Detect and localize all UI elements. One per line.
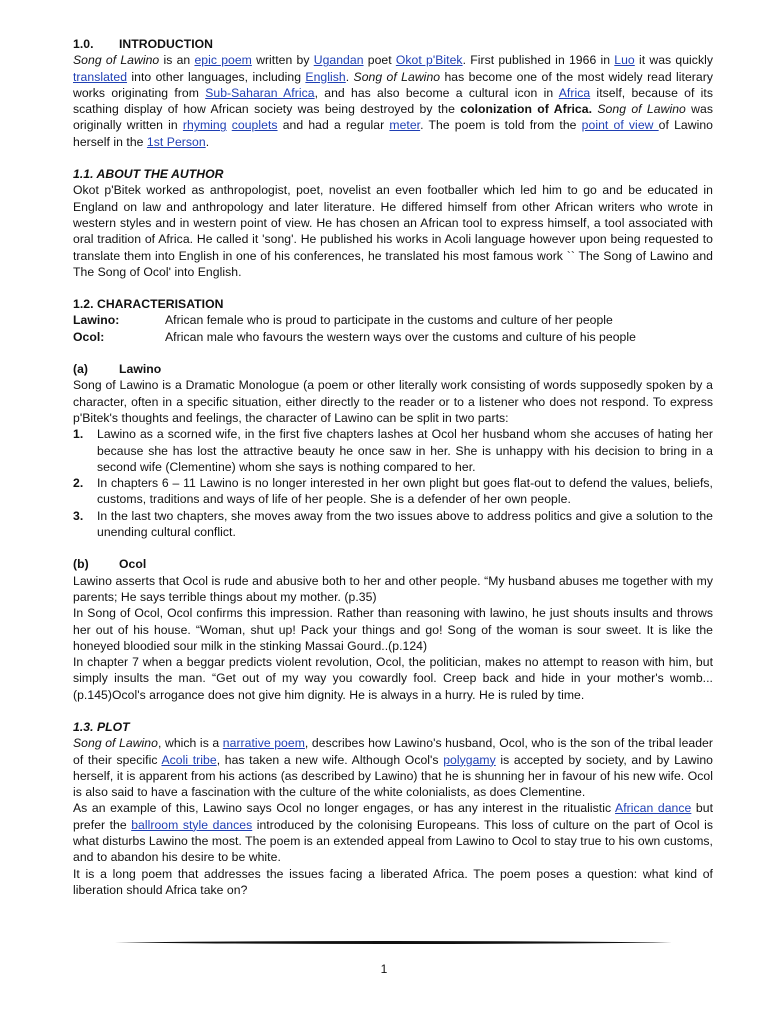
intro-heading bbox=[73, 36, 713, 52]
character-name: Lawino: bbox=[73, 313, 120, 328]
inline-link[interactable]: Ugandan bbox=[313, 53, 364, 68]
inline-link[interactable]: point of view bbox=[581, 118, 659, 133]
text-run: is accepted by society, and by Lawino herself, it is apparent from his actions (as described by Lawino) that he is shunning her in favour of his new wife. Ocol is also said to have a fascination with the culture of the white colonialists, as does Clementine. bbox=[73, 752, 713, 800]
footer-divider bbox=[115, 940, 672, 945]
page-number: 1 bbox=[380, 962, 388, 976]
list-item-text: In chapters 6 – 11 Lawino is no longer interested in her own plight but goes flat-out to defend the values, beliefs, customs, traditions and ways of life of her people. She is a defender of her own people. bbox=[97, 476, 713, 507]
text-run: and had a regular bbox=[277, 118, 390, 133]
lawino-parts-list bbox=[73, 426, 713, 540]
inline-link[interactable]: 1st Person bbox=[146, 134, 206, 149]
italic-text: Song of Lawino bbox=[353, 69, 441, 84]
text-run: of Lawino herself in the bbox=[73, 118, 713, 149]
text-run: . First published in 1966 in bbox=[462, 53, 615, 68]
text-run: poet bbox=[363, 53, 396, 68]
text-run: , and has also become a cultural icon in bbox=[314, 85, 559, 100]
plot-paragraph bbox=[73, 735, 713, 800]
document-page bbox=[73, 36, 713, 898]
character-description: African female who is proud to participate in the customs and culture of her people bbox=[165, 313, 613, 328]
text-run: . bbox=[205, 134, 210, 149]
text-run: but prefer the bbox=[73, 801, 714, 832]
italic-text: Song of Lawino bbox=[73, 736, 158, 751]
inline-link[interactable]: epic poem bbox=[194, 53, 252, 68]
text-run: introduced by the colonising Europeans. This loss of culture on the part of Ocol is what disturbs Lawino the most. The poem is an extended appeal from Lawino to Ocol to stay true to his own customs, and to abandon his desire to be white. bbox=[73, 817, 713, 865]
list-item-text: Lawino as a scorned wife, in the first five chapters lashes at Ocol her husband whom she accuses of hating her because she has lost the attractive beauty he once saw in her. She is unhappy with his decision to bring in a second wife (Clementine) whom she says is nothing compared to her. bbox=[97, 427, 713, 474]
bold-text: colonization of Africa. bbox=[460, 102, 593, 117]
text-run: . The poem is told from the bbox=[420, 118, 582, 133]
text-run: written by bbox=[251, 53, 314, 68]
author-paragraph: Okot p'Bitek worked as anthropologist, poet, novelist an even footballer which led him to go and be educated in England on law and anthropology and later literature. He differed himself from other African writers who wrote in western styles and in western point of view. He has chosen an African tool to express himself, a tool associated with oral tradition of Africa. He called it 'song'. He published his works in Acoli language however upon being requested to translate them into English in one of his conferences, he translated his most famous work `` The Song of Lawino and The Song of Ocol' into English. bbox=[73, 183, 713, 279]
text-run: into other languages, including bbox=[127, 69, 306, 84]
ocol-subheading bbox=[73, 556, 713, 572]
list-item bbox=[73, 426, 713, 475]
text-run: it was quickly bbox=[634, 53, 713, 68]
inline-link[interactable]: African dance bbox=[615, 801, 692, 816]
list-item-number: 3. bbox=[73, 508, 84, 523]
inline-link[interactable]: meter bbox=[389, 118, 421, 133]
character-row-lawino bbox=[73, 312, 713, 328]
ocol-subheading-title: Ocol bbox=[119, 557, 147, 572]
text-run: As an example of this, Lawino says Ocol no longer engages, or has any interest in the ritualistic bbox=[73, 801, 616, 816]
character-description: African male who favours the western ways over the customs and culture of his people bbox=[165, 329, 636, 344]
lawino-intro-paragraph: Song of Lawino is a Dramatic Monologue (a poem or other literally work consisting of words supposedly spoken by a character, often in a specific situation, either directly to the reader or to a listener who does not respond. To express p'Bitek's thoughts and feelings, the character of Lawino can be split in two parts: bbox=[73, 378, 713, 425]
inline-link[interactable]: polygamy bbox=[443, 752, 496, 767]
list-item-text: In the last two chapters, she moves away from the two issues above to address politics and give a solution to the unending cultural conflict. bbox=[97, 508, 713, 540]
inline-link[interactable]: Africa bbox=[558, 85, 591, 100]
characterisation-heading: 1.2. CHARACTERISATION bbox=[73, 297, 224, 312]
inline-link[interactable]: ballroom style dances bbox=[131, 817, 253, 832]
intro-heading-number: 1.0. bbox=[73, 37, 94, 51]
text-run: , describes how Lawino's husband, Ocol, who is the son of the tribal leader of their specific bbox=[73, 736, 713, 767]
italic-text: Song of Lawino bbox=[597, 102, 686, 117]
text-run: was originally written in bbox=[73, 102, 714, 133]
inline-link[interactable]: rhyming bbox=[182, 118, 227, 133]
lawino-subheading-title: Lawino bbox=[119, 362, 162, 377]
text-run: has become one of the most widely read literary works originating from bbox=[73, 69, 713, 100]
lawino-subheading-label: (a) bbox=[73, 362, 89, 377]
list-item bbox=[73, 508, 713, 541]
text-run: is an bbox=[159, 53, 195, 68]
plot-paragraph bbox=[73, 800, 713, 865]
ocol-subheading-label: (b) bbox=[73, 557, 89, 572]
text-run: itself, because of its scathing display of how African society was being destroyed by the bbox=[73, 85, 713, 117]
plot-heading: 1.3. PLOT bbox=[73, 719, 130, 734]
list-item bbox=[73, 475, 713, 508]
author-heading: 1.1. ABOUT THE AUTHOR bbox=[73, 167, 224, 182]
inline-link[interactable]: Luo bbox=[614, 53, 635, 68]
text-run: , which is a bbox=[157, 736, 223, 751]
inline-link[interactable]: translated bbox=[73, 69, 128, 84]
lawino-subheading bbox=[73, 361, 713, 377]
inline-link[interactable]: English bbox=[305, 69, 346, 84]
character-name: Ocol: bbox=[73, 329, 105, 344]
inline-link[interactable]: Acoli tribe bbox=[161, 752, 217, 767]
ocol-paragraph: Lawino asserts that Ocol is rude and abusive both to her and other people. “My husband abuses me together with my parents; He says terrible things about my mother. (p.35) bbox=[73, 573, 713, 604]
text-run: . bbox=[345, 69, 354, 84]
intro-paragraph bbox=[73, 52, 713, 150]
list-item-number: 2. bbox=[73, 476, 84, 491]
text-run: , has taken a new wife. Although Ocol's bbox=[216, 752, 444, 767]
intro-heading-title: INTRODUCTION bbox=[119, 37, 214, 51]
plot-paragraph: It is a long poem that addresses the issues facing a liberated Africa. The poem poses a question: what kind of liberation should Africa take on? bbox=[73, 866, 713, 897]
list-item-number: 1. bbox=[73, 427, 84, 442]
italic-text: Song of Lawino bbox=[73, 53, 160, 68]
inline-link[interactable]: narrative poem bbox=[222, 736, 305, 751]
inline-link[interactable]: couplets bbox=[231, 118, 278, 133]
inline-link[interactable]: Okot p'Bitek bbox=[395, 53, 463, 68]
inline-link[interactable]: Sub-Saharan Africa bbox=[205, 85, 315, 100]
ocol-paragraph: In chapter 7 when a beggar predicts violent revolution, Ocol, the politician, makes no attempt to reason with him, but simply insults the man. “Get out of my way you cowardly fool. Creep back and hide in your mother's womb...(p.145)Ocol's arrogance does not give him dignity. He is always in a hurry. He is ruled by time. bbox=[73, 655, 713, 702]
character-row-ocol bbox=[73, 329, 713, 345]
ocol-paragraph: In Song of Ocol, Ocol confirms this impression. Rather than reasoning with lawino, he just shouts insults and throws her out of his house. “Woman, shut up! Pack your things and go! Song of the woman is sour sweet. It is like the honeyed bloodied sour milk in the stinking Massai Gourd..(p.124) bbox=[73, 606, 713, 653]
